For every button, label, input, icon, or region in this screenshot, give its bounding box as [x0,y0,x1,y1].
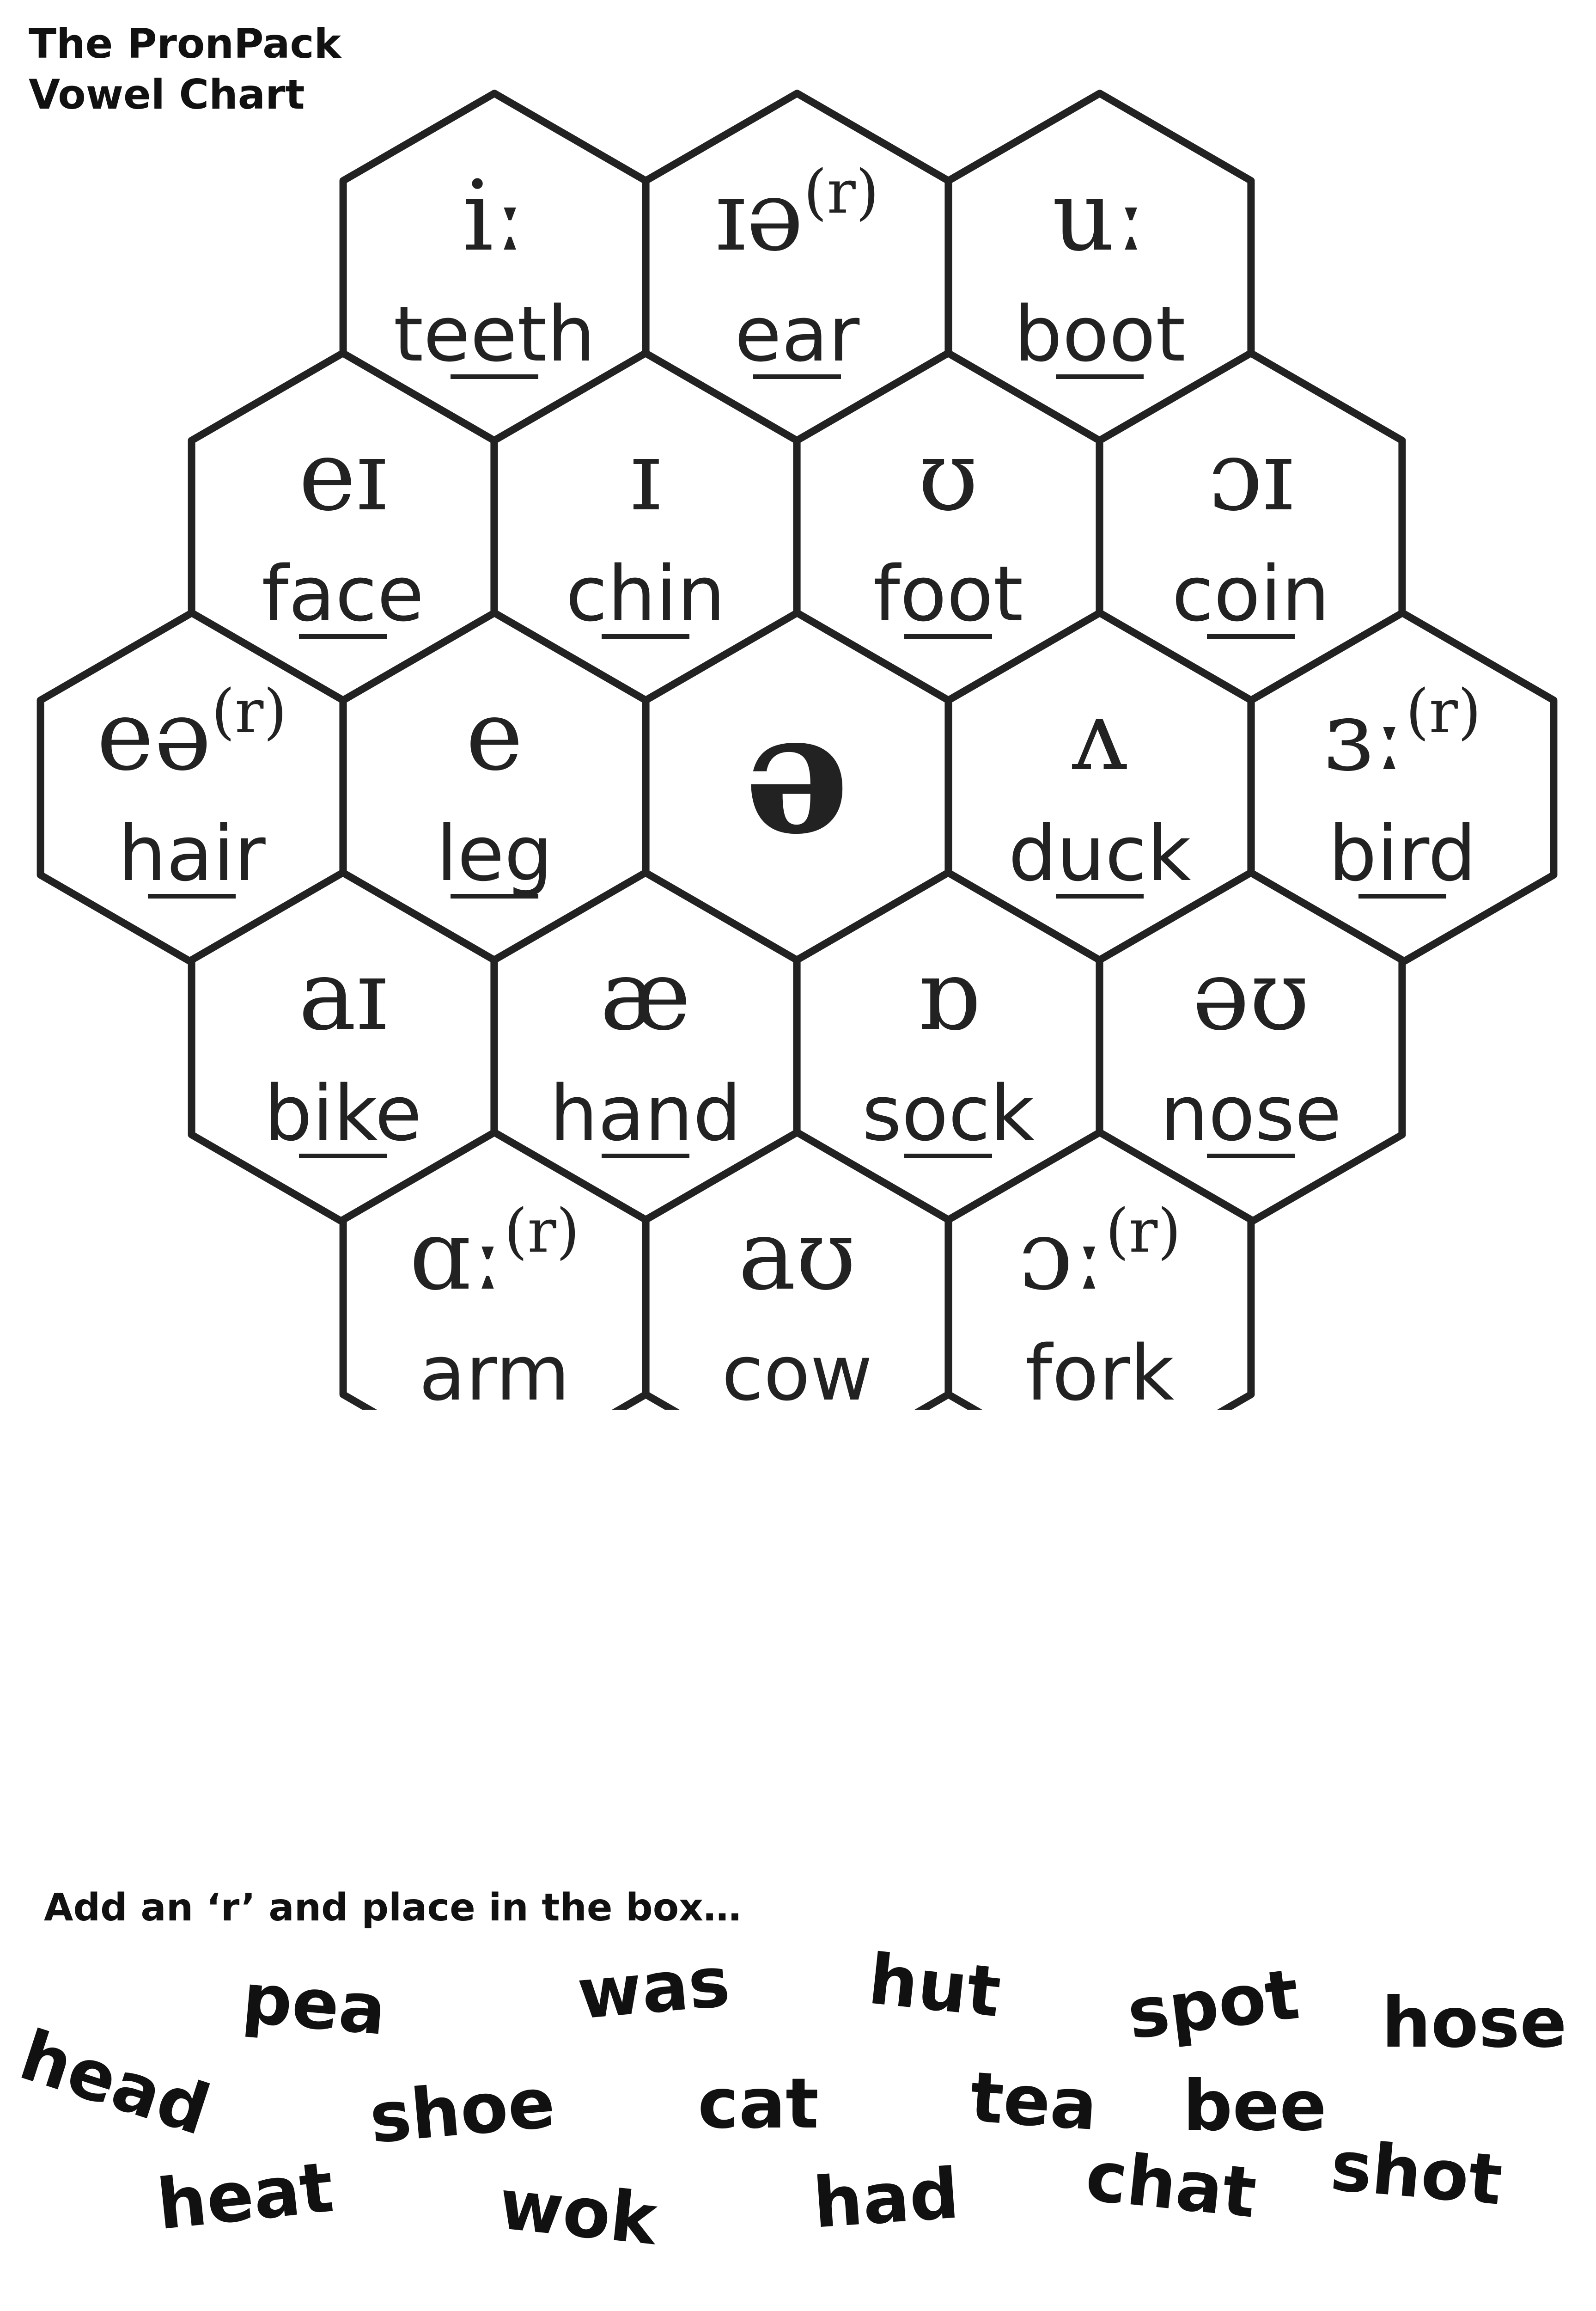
scatter-word-hose[interactable]: hose [1382,1983,1567,2063]
vowel-symbol: eɪ [298,419,387,532]
vowel-symbol: aɪ [298,939,388,1052]
key-word: boot [1014,290,1186,379]
vowel-symbol: ɪə$^{(r)}$ [715,157,879,273]
vowel-symbol: iː [463,159,526,273]
key-word: bird [1328,809,1477,898]
vowel-symbol: e [465,679,524,792]
key-word: chin [566,550,725,638]
scatter-word-hut[interactable]: hut [865,1939,1005,2033]
scatter-word-head[interactable]: head [11,2015,219,2152]
vowel-symbol: ɒ [917,939,980,1052]
r-superscript: (r) [211,676,287,746]
key-word: foot [873,550,1023,638]
key-word: face [262,550,424,638]
scatter-word-wok[interactable]: wok [495,2164,661,2261]
key-word: nose [1160,1069,1342,1158]
scatter-word-tea[interactable]: tea [968,2057,1100,2146]
key-word: hair [118,809,266,898]
vowel-symbol: uː [1052,159,1148,273]
vowel-symbol: ə [744,675,850,871]
key-word: coin [1171,550,1330,638]
r-superscript: (r) [803,157,879,227]
vowel-symbol: eə$^{(r)}$ [96,676,287,792]
key-word: leg [436,809,553,898]
vowel-symbol: aʊ [738,1198,856,1312]
key-word: teeth [393,290,596,379]
chart-title-line2: Vowel Chart [29,71,305,118]
vowel-symbol: ɔː$^{(r)}$ [1018,1196,1181,1312]
vowel-symbol: ʊ [918,419,979,532]
scatter-word-shot[interactable]: shot [1328,2126,1505,2221]
vowel-symbol: ɜː$^{(r)}$ [1323,676,1481,792]
vowel-symbol: ɪ [630,419,661,532]
scatter-word-shoe[interactable]: shoe [366,2062,558,2159]
vowel-symbol: æ [600,939,691,1052]
key-word: ear [734,290,860,379]
r-superscript: (r) [504,1196,580,1266]
r-superscript: (r) [1105,1196,1181,1266]
chart-title-line1: The PronPack [29,20,341,67]
scatter-word-chat[interactable]: chat [1082,2136,1260,2234]
scatter-word-bee[interactable]: bee [1183,2066,1327,2146]
instruction-text: Add an ‘r’ and place in the box… [44,1886,741,1930]
vowel-symbol: ɔɪ [1208,419,1294,532]
scatter-word-cat[interactable]: cat [698,2064,819,2144]
scatter-word-was[interactable]: was [574,1941,733,2036]
vowel-symbol: əʊ [1192,939,1310,1052]
r-superscript: (r) [1406,676,1481,746]
key-word: sock [862,1069,1035,1158]
vowel-symbol: ʌ [1072,679,1127,792]
vowel-symbol: ɑː$^{(r)}$ [409,1196,580,1312]
scatter-word-heat[interactable]: heat [153,2147,337,2246]
key-word: hand [549,1069,742,1158]
scatter-word-had[interactable]: had [810,2153,962,2244]
scatter-word-pea[interactable]: pea [239,1958,390,2051]
key-word: fork [1025,1329,1175,1410]
key-word: duck [1008,809,1191,898]
key-word: arm [419,1329,570,1410]
scatter-word-spot[interactable]: spot [1123,1954,1304,2055]
key-word: bike [264,1069,422,1158]
key-word: cow [721,1329,873,1410]
